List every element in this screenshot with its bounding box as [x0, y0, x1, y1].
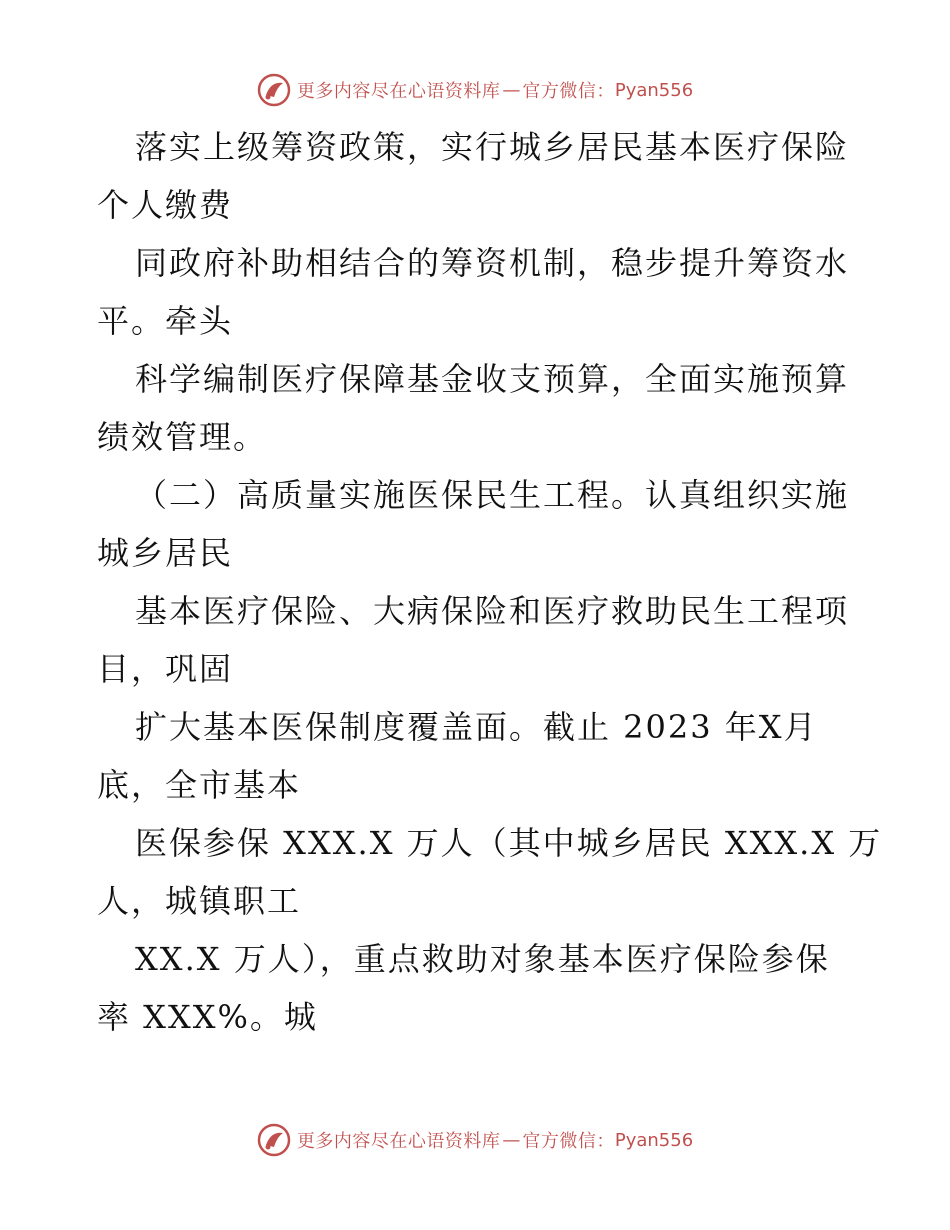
watermark-footer [0, 1120, 950, 1160]
text-line: 落实上级筹资政策，实行城乡居民基本医疗保险 [135, 128, 850, 166]
text-line: 个人缴费 [97, 186, 234, 224]
text-line: 扩大基本医保制度覆盖面。截止 2023 年X月 [135, 708, 818, 746]
section-heading-line: （二）高质量实施医保民生工程。认真组织实施 [135, 476, 850, 514]
watermark-text: 更多内容尽在心语资料库 [296, 81, 501, 102]
text-line: 平。牵头 [97, 302, 234, 340]
brand-logo-icon [257, 73, 291, 107]
watermark-wechat-label: 官方微信： [522, 1131, 615, 1152]
watermark-wechat-id: Pyan556 [614, 79, 694, 101]
text-line: 医保参保 XXX.X 万人（其中城乡居民 XXX.X 万 [135, 824, 883, 862]
document-body [97, 118, 883, 1046]
text-line: 人，城镇职工 [97, 882, 302, 920]
text-line: 城乡居民 [97, 534, 234, 572]
brand-logo-icon [257, 1123, 291, 1157]
watermark-separator: — [502, 79, 521, 101]
text-line: 科学编制医疗保障基金收支预算，全面实施预算 [135, 360, 850, 398]
watermark-text: 更多内容尽在心语资料库 [296, 1131, 501, 1152]
text-line: 目，巩固 [97, 650, 234, 688]
text-line: XX.X 万人），重点救助对象基本医疗保险参保 [135, 940, 830, 978]
text-line: 绩效管理。 [97, 418, 268, 456]
watermark-wechat-label: 官方微信： [522, 81, 615, 102]
watermark-wechat-id: Pyan556 [614, 1129, 694, 1151]
text-line: 同政府补助相结合的筹资机制，稳步提升筹资水 [135, 244, 850, 282]
text-line: 率 XXX%。城 [97, 998, 318, 1036]
watermark-header [0, 70, 950, 110]
watermark-separator: — [502, 1129, 521, 1151]
text-line: 基本医疗保险、大病保险和医疗救助民生工程项 [135, 592, 850, 630]
text-line: 底，全市基本 [97, 766, 302, 804]
